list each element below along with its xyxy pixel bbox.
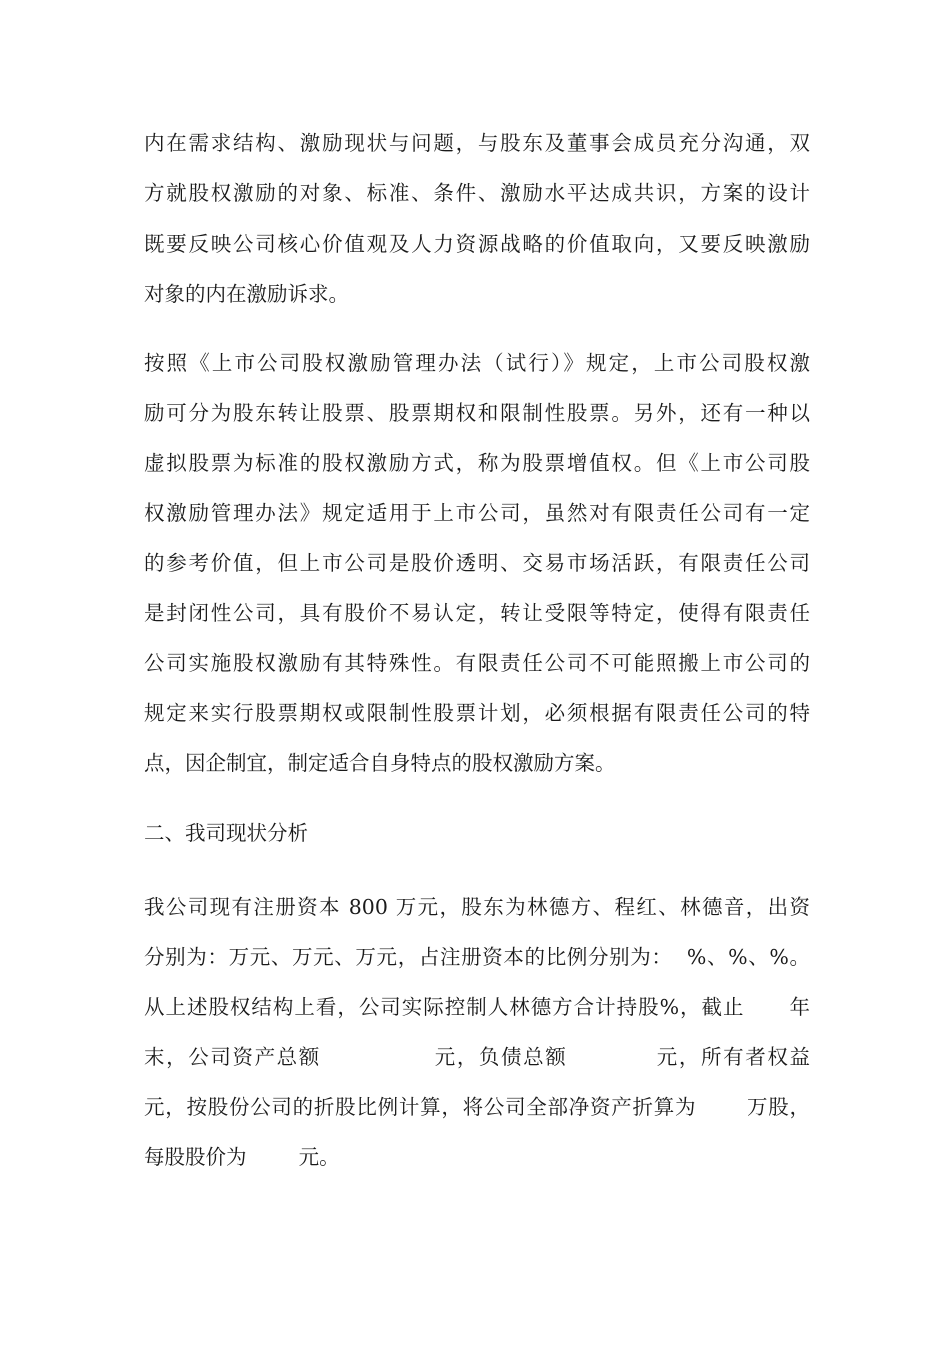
paragraph-2-line-8: 规定来实行股票期权或限制性股票计划，必须根据有限责任公司的特 <box>144 701 810 725</box>
paragraph-2-line-3: 虚拟股票为标准的股权激励方式，称为股票增值权。但《上市公司股 <box>144 451 810 475</box>
paragraph-3-line-5: 元，按股份公司的折股比例计算，将公司全部净资产折算为 万股， <box>144 1095 810 1119</box>
paragraph-2-line-2: 励可分为股东转让股票、股票期权和限制性股票。另外，还有一种以 <box>144 401 810 425</box>
section-heading: 二、我司现状分析 <box>144 821 308 845</box>
paragraph-2-line-9: 点，因企制宜，制定适合自身特点的股权激励方案。 <box>144 751 616 775</box>
paragraph-1-line-1: 内在需求结构、激励现状与问题，与股东及董事会成员充分沟通，双 <box>144 131 810 155</box>
paragraph-3-line-2: 分别为：万元、万元、万元，占注册资本的比例分别为： %、%、%。 <box>144 945 810 969</box>
paragraph-2-line-7: 公司实施股权激励有其特殊性。有限责任公司不可能照搬上市公司的 <box>144 651 810 675</box>
paragraph-3-line-1: 我公司现有注册资本 800 万元，股东为林德方、程红、林德音，出资 <box>144 895 810 919</box>
paragraph-2-line-1: 按照《上市公司股权激励管理办法（试行）》规定，上市公司股权激 <box>144 351 810 375</box>
paragraph-2-line-4: 权激励管理办法》规定适用于上市公司，虽然对有限责任公司有一定 <box>144 501 810 525</box>
paragraph-3-line-6: 每股股价为 元。 <box>144 1145 340 1169</box>
paragraph-1-line-3: 既要反映公司核心价值观及人力资源战略的价值取向，又要反映激励 <box>144 232 810 256</box>
paragraph-2-line-6: 是封闭性公司，具有股价不易认定，转让受限等特定，使得有限责任 <box>144 601 810 625</box>
paragraph-2-line-5: 的参考价值，但上市公司是股价透明、交易市场活跃，有限责任公司 <box>144 551 810 575</box>
paragraph-3-line-4: 末，公司资产总额 元，负债总额 元，所有者权益 <box>144 1045 810 1069</box>
paragraph-1-line-2: 方就股权激励的对象、标准、条件、激励水平达成共识，方案的设计 <box>144 181 810 205</box>
paragraph-1-line-4: 对象的内在激励诉求。 <box>144 282 349 306</box>
paragraph-3-line-3: 从上述股权结构上看，公司实际控制人林德方合计持股%，截止 年 <box>144 995 810 1019</box>
